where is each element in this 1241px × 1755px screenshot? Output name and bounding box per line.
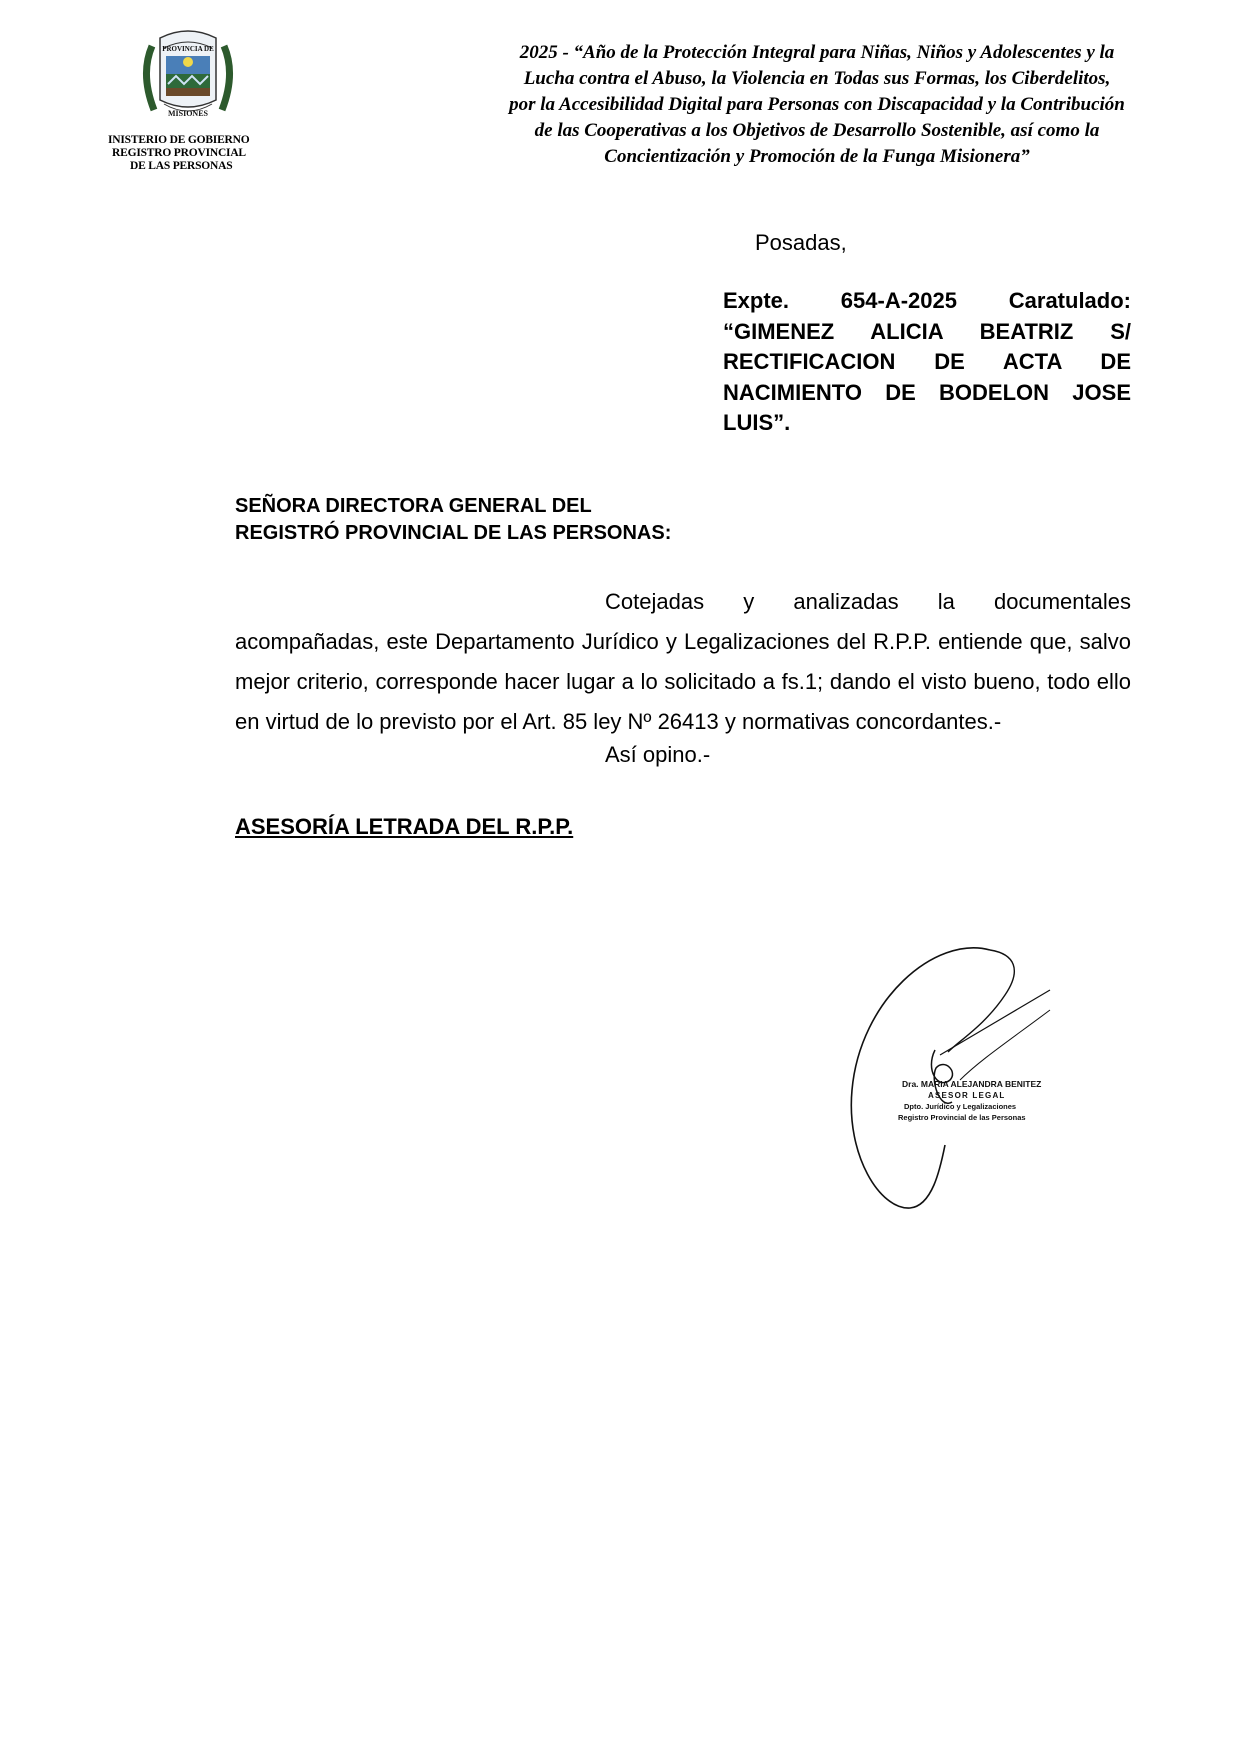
province-crest-icon	[138, 26, 238, 122]
stamp-line: Dra. MARIA ALEJANDRA BENITEZ	[902, 1079, 1042, 1089]
motto-line: de las Cooperativas a los Objetivos de Desarrollo Sostenible, así como la	[534, 120, 1100, 141]
addressee-line: SEÑORA DIRECTORA GENERAL DEL	[235, 495, 592, 517]
year-motto	[452, 40, 1182, 170]
stamp-line: Dpto. Jurídico y Legalizaciones	[904, 1102, 1017, 1111]
closing-line: Así opino.-	[605, 742, 711, 767]
ministry-line: REGISTRO PROVINCIAL	[112, 147, 246, 159]
signature-stamp-icon	[840, 940, 1055, 1215]
stamp-line: ASESOR LEGAL	[928, 1091, 1006, 1100]
case-reference: Expte. 654-A-2025 Caratulado: “GIMENEZ ALICIA BEATRIZ S/ RECTIFICACION DE ACTA DE NACIMIENTO DE BODELON JOSE LUIS”.	[723, 288, 1131, 435]
addressee-line: REGISTRÓ PROVINCIAL DE LAS PERSONAS:	[235, 522, 672, 544]
crest-top-text: PROVINCIA DE	[162, 45, 214, 53]
stamp-line: Registro Provincial de las Personas	[898, 1113, 1026, 1122]
ministry-heading	[108, 134, 288, 173]
motto-line: Lucha contra el Abuso, la Violencia en Todas sus Formas, los Ciberdelitos,	[523, 68, 1111, 89]
motto-line: 2025 - “Año de la Protección Integral para Niñas, Niños y Adolescentes y la	[519, 42, 1115, 63]
motto-line: por la Accesibilidad Digital para Personas con Discapacidad y la Contribución	[509, 94, 1125, 115]
ministry-line: INISTERIO DE GOBIERNO	[108, 134, 250, 146]
office-signature-line: ASESORÍA LETRADA DEL R.P.P.	[235, 814, 574, 839]
letter-body: Cotejadas y analizadas la documentales acompañadas, este Departamento Jurídico y Legalizaciones del R.P.P. entiende que, salvo mejor criterio, corresponde hacer lugar a lo solicitado a fs.1; dando el visto bueno, todo ello en virtud de lo previsto por el Art. 85 ley Nº 26413 y normativas concordantes.-	[235, 589, 1131, 734]
crest-bottom-text: MISIONES	[167, 109, 209, 118]
place-line: Posadas,	[755, 230, 847, 255]
ministry-line: DE LAS PERSONAS	[130, 160, 233, 172]
motto-line: Concientización y Promoción de la Funga Misionera”	[604, 146, 1030, 167]
addressee	[235, 493, 671, 547]
